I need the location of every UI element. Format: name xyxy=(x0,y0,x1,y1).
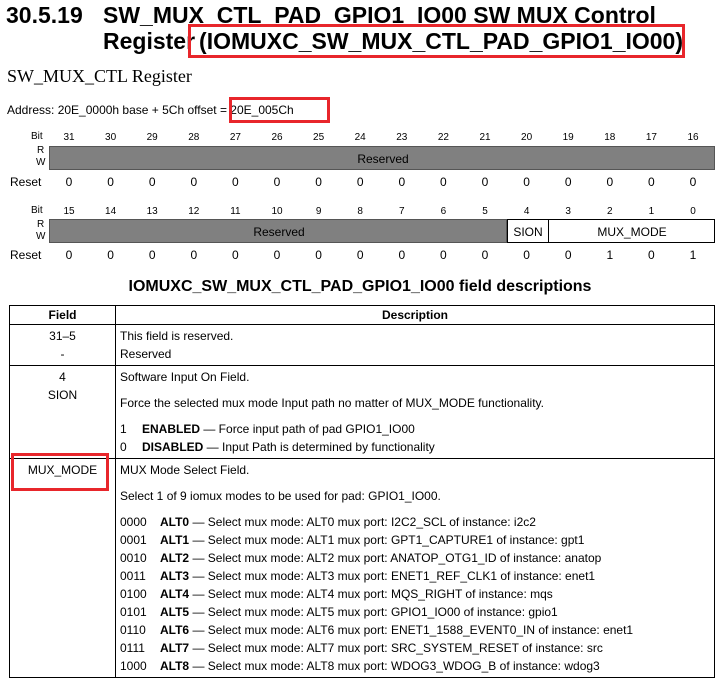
mux-mode-field xyxy=(548,219,715,243)
reset-value: 0 xyxy=(232,175,239,189)
option-text: — Force input path of pad GPIO1_IO00 xyxy=(200,422,415,436)
reset-value: 1 xyxy=(606,248,614,262)
option-code: 0101 xyxy=(120,605,147,619)
option-line xyxy=(120,585,710,603)
field-name: - xyxy=(60,347,65,361)
bit-number: 22 xyxy=(437,132,449,143)
option-line xyxy=(120,513,710,531)
reset-value: 0 xyxy=(232,248,239,262)
reset-value: 0 xyxy=(273,248,281,262)
desc-body: Select 1 of 9 iomux modes to be used for pad: GPIO1_IO00. xyxy=(120,489,441,503)
desc-line: Reserved xyxy=(120,347,172,361)
option-code: 0001 xyxy=(120,533,147,547)
col-header-description: Description xyxy=(116,306,715,325)
bit-number: 5 xyxy=(482,206,488,217)
reset-value: 0 xyxy=(564,175,572,189)
reset-value: 0 xyxy=(190,248,198,262)
option-text: — Select mux mode: ALT2 mux port: ANATOP_OTG1_ID of instance: anatop xyxy=(189,551,602,565)
bit-number: 27 xyxy=(229,132,241,143)
option-line xyxy=(120,657,710,675)
option-line xyxy=(120,531,710,549)
bit-number: 1 xyxy=(648,206,655,217)
register-name-highlight xyxy=(188,24,685,58)
option-text: — Select mux mode: ALT6 mux port: ENET1_1588_EVENT0_IN of instance: enet1 xyxy=(189,623,634,637)
reserved-label: Reserved xyxy=(357,152,409,166)
bit-number: 28 xyxy=(188,132,200,143)
reserved-field-lower xyxy=(49,219,507,243)
section-title-prefix: Register xyxy=(103,28,196,54)
option-name: ALT4 xyxy=(160,587,190,601)
field-bits: 4 xyxy=(59,370,66,384)
bit-number: 10 xyxy=(271,206,283,217)
option-line xyxy=(120,639,710,657)
option-text: — Select mux mode: ALT8 mux port: WDOG3_WDOG_B of instance: wdog3 xyxy=(189,659,600,673)
bit-label: Bit xyxy=(31,205,43,216)
option-code: 1000 xyxy=(120,659,147,673)
reset-value: 0 xyxy=(440,248,447,262)
w-label: W xyxy=(36,231,46,242)
option-code: 0100 xyxy=(120,587,147,601)
option-line xyxy=(120,603,710,621)
bit-number: 3 xyxy=(565,206,571,217)
mux-mode-label: MUX_MODE xyxy=(597,225,667,239)
bit-number: 7 xyxy=(399,206,405,217)
reset-value: 0 xyxy=(648,248,655,262)
reset-value: 0 xyxy=(564,248,572,262)
bit-number: 13 xyxy=(146,206,158,217)
option-name: DISABLED xyxy=(142,440,204,454)
option-text: — Select mux mode: ALT7 mux port: SRC_SYSTEM_RESET of instance: src xyxy=(189,641,603,655)
reset-value: 0 xyxy=(273,175,281,189)
field-cell xyxy=(10,459,116,678)
field-descriptions-table xyxy=(9,305,715,678)
register-name: (IOMUXC_SW_MUX_CTL_PAD_GPIO1_IO00) xyxy=(199,28,684,54)
section-title-line1: SW_MUX_CTL_PAD_GPIO1_IO00 SW MUX Control xyxy=(103,2,656,28)
reset-value: 0 xyxy=(190,175,198,189)
option-text: — Input Path is determined by functionality xyxy=(203,440,435,454)
field-bits: 31–5 xyxy=(49,329,76,343)
reset-value: 0 xyxy=(148,175,156,189)
bit-number: 29 xyxy=(146,132,158,143)
bit-number: 2 xyxy=(607,206,613,217)
reset-value: 0 xyxy=(398,248,406,262)
description-cell xyxy=(116,459,715,678)
option-name: ALT7 xyxy=(160,641,190,655)
option-text: — Select mux mode: ALT3 mux port: ENET1_REF_CLK1 of instance: enet1 xyxy=(189,569,596,583)
reset-value: 0 xyxy=(356,175,364,189)
sion-field xyxy=(507,219,549,243)
bit-number: 11 xyxy=(230,206,241,217)
option-code: 0111 xyxy=(120,641,145,655)
register-subtitle: SW_MUX_CTL Register xyxy=(7,66,192,86)
address-value: = 20E_005Ch xyxy=(219,103,294,117)
reset-value: 1 xyxy=(689,248,697,262)
field-cell xyxy=(10,366,116,459)
reset-value: 0 xyxy=(523,248,530,262)
reset-value: 0 xyxy=(65,248,73,262)
reserved-field-upper xyxy=(49,146,715,170)
bit-number: 24 xyxy=(354,132,366,143)
reset-value: 0 xyxy=(315,248,322,262)
reserved-label: Reserved xyxy=(253,225,305,239)
bit-number: 18 xyxy=(604,132,616,143)
bit-number: 21 xyxy=(479,132,491,143)
option-code: 0110 xyxy=(120,623,146,637)
bit-number: 4 xyxy=(523,206,530,217)
option-text: — Select mux mode: ALT4 mux port: MQS_RIGHT of instance: mqs xyxy=(189,587,553,601)
bit-number: 6 xyxy=(440,206,447,217)
option-line xyxy=(120,438,710,456)
bit-number: 9 xyxy=(315,206,322,217)
table-header-row xyxy=(10,306,715,325)
option-line xyxy=(120,420,710,438)
option-line xyxy=(120,549,710,567)
reset-value: 0 xyxy=(65,175,73,189)
table-row xyxy=(10,459,715,678)
reset-value: 0 xyxy=(398,175,406,189)
option-code: 0000 xyxy=(120,515,147,529)
reset-value: 0 xyxy=(315,175,322,189)
reset-label: Reset xyxy=(10,175,42,189)
reset-value: 0 xyxy=(606,175,614,189)
bit-number: 0 xyxy=(690,206,696,217)
option-text: — Select mux mode: ALT0 mux port: I2C2_SCL of instance: i2c2 xyxy=(189,515,536,529)
option-name: ALT0 xyxy=(160,515,190,529)
section-number: 30.5.19 xyxy=(6,2,83,28)
option-text: — Select mux mode: ALT1 mux port: GPT1_CAPTURE1 of instance: gpt1 xyxy=(189,533,585,547)
field-name: MUX_MODE xyxy=(27,463,98,477)
sion-label: SION xyxy=(513,225,543,239)
bit-number: 12 xyxy=(188,206,200,217)
bit-number: 25 xyxy=(313,132,325,143)
reset-value: 0 xyxy=(648,175,655,189)
table-row xyxy=(10,366,715,459)
reset-value: 0 xyxy=(107,248,114,262)
option-line xyxy=(120,567,710,585)
bit-number: 16 xyxy=(687,132,699,143)
reset-value: 0 xyxy=(440,175,447,189)
r-label: R xyxy=(37,219,45,230)
desc-title: MUX Mode Select Field. xyxy=(120,463,250,477)
desc-line: This field is reserved. xyxy=(120,329,234,343)
reset-value: 0 xyxy=(481,248,489,262)
bit-number: 15 xyxy=(63,206,75,217)
reset-value: 0 xyxy=(481,175,489,189)
option-code: 1 xyxy=(120,422,127,436)
bit-label: Bit xyxy=(31,131,43,142)
reset-value: 0 xyxy=(689,175,697,189)
option-code: 0011 xyxy=(120,569,146,583)
field-cell xyxy=(10,325,116,366)
r-label: R xyxy=(37,145,45,156)
bit-number: 14 xyxy=(105,206,117,217)
desc-title: Software Input On Field. xyxy=(120,370,250,384)
description-cell xyxy=(116,325,715,366)
reset-value: 0 xyxy=(356,248,364,262)
table-row xyxy=(10,325,715,366)
mux-mode-highlight xyxy=(11,453,109,491)
bit-number: 23 xyxy=(396,132,408,143)
bit-number: 8 xyxy=(357,206,363,217)
w-label: W xyxy=(36,157,46,168)
option-name: ALT3 xyxy=(160,569,190,583)
option-line xyxy=(120,621,710,639)
option-name: ALT2 xyxy=(160,551,190,565)
bit-number: 20 xyxy=(521,132,533,143)
option-name: ALT8 xyxy=(160,659,190,673)
option-name: ALT1 xyxy=(160,533,190,547)
bit-number: 31 xyxy=(63,132,75,143)
reset-value: 0 xyxy=(148,248,156,262)
table-title: IOMUXC_SW_MUX_CTL_PAD_GPIO1_IO00 field descriptions xyxy=(128,278,592,295)
description-cell xyxy=(116,366,715,459)
field-name: SION xyxy=(47,388,78,402)
address-highlight xyxy=(229,97,330,123)
col-header-field: Field xyxy=(10,306,116,325)
reset-label: Reset xyxy=(10,248,42,262)
reset-value: 0 xyxy=(107,175,114,189)
desc-body: Force the selected mux mode Input path no matter of MUX_MODE functionality. xyxy=(120,396,544,410)
bit-number: 19 xyxy=(562,132,574,143)
bit-number: 26 xyxy=(271,132,283,143)
bit-number: 30 xyxy=(105,132,117,143)
option-name: ALT5 xyxy=(160,605,190,619)
option-name: ENABLED xyxy=(142,422,201,436)
option-name: ALT6 xyxy=(160,623,190,637)
option-code: 0 xyxy=(120,440,127,454)
address-prefix: Address: 20E_0000h base + 5Ch offset xyxy=(7,103,217,117)
bit-number: 17 xyxy=(645,132,657,143)
option-code: 0010 xyxy=(120,551,147,565)
reset-value: 0 xyxy=(523,175,530,189)
option-text: — Select mux mode: ALT5 mux port: GPIO1_IO00 of instance: gpio1 xyxy=(189,605,558,619)
